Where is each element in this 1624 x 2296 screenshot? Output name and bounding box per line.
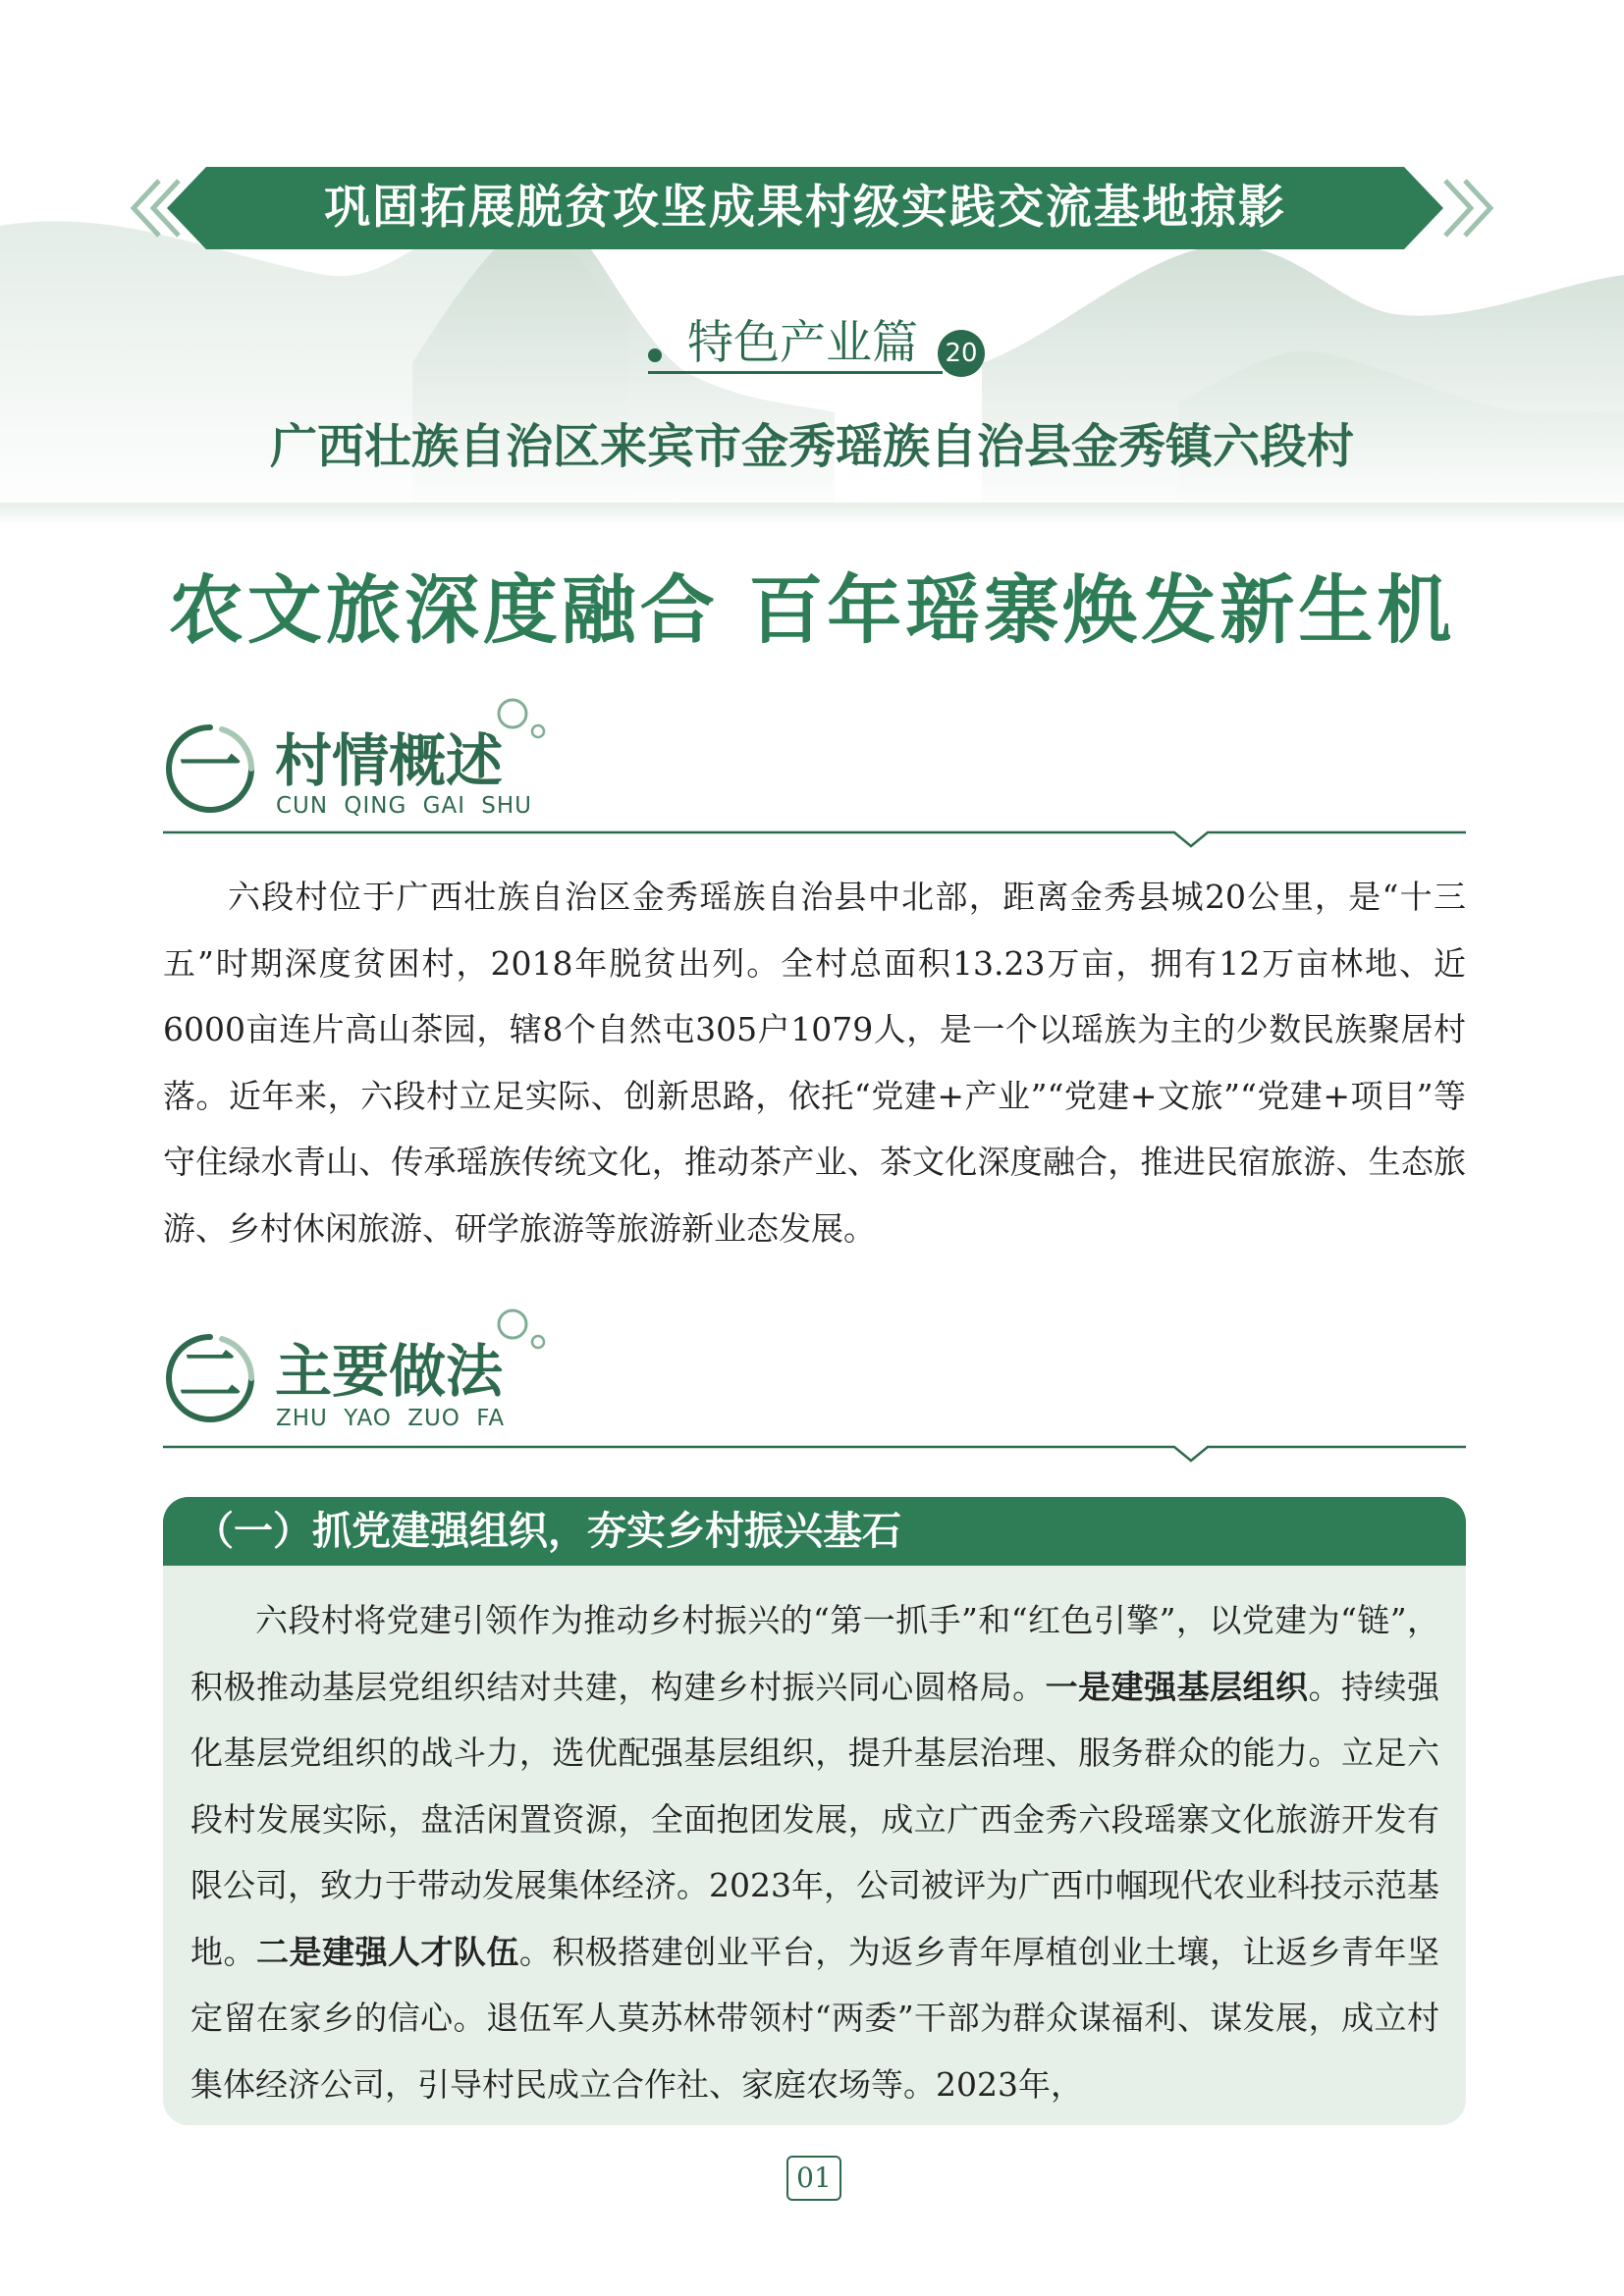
bubbles-icon [491, 692, 550, 741]
section-1-number: 一 [179, 730, 242, 803]
bubbles-icon [491, 1303, 550, 1352]
subsection-paragraph [190, 1587, 1439, 2117]
bold-keypoint-1: 一是建强基层组织 [1045, 1667, 1309, 1706]
paragraph-text: 。持续强化基层党组织的战斗力，选优配强基层组织，提升基层治理、服务群众的能力。立足六段村发展实际，盘活闲置资源，全面抱团发展，成立广西金秀六段瑶寨文化旅游开发有限公司，致力于带动发展集体经济。2023年，公司被评为广西巾帼现代农业科技示范基地。 [190, 1667, 1440, 1971]
article-title: 农文旅深度融合 百年瑶寨焕发新生机 [168, 566, 1456, 654]
section-1-paragraph: 六段村位于广西壮族自治区金秀瑶族自治县中北部，距离金秀县城20公里，是“十三五”时期深度贫困村，2018年脱贫出列。全村总面积13.23万亩，拥有12万亩林地、近6000亩连片高山茶园，辖8个自然屯305户1079人，是一个以瑶族为主的少数民族聚居村落。近年来，六段村立足实际、创新思路，依托“党建+产业”“党建+文旅”“党建+项目”等守住绿水青山、传承瑶族传统文化，推动茶产业、茶文化深度融合，推进民宿旅游、生态旅游、乡村休闲旅游、研学旅游等旅游新业态发展。 [163, 878, 1466, 1248]
page-number: 01 [786, 2156, 841, 2201]
section-1-title: 村情概述 [275, 727, 504, 794]
village-location: 广西壮族自治区来宾市金秀瑶族自治县金秀镇六段村 [269, 419, 1354, 474]
section-2-title: 主要做法 [275, 1338, 504, 1405]
section-1-pinyin: CUN QING GAI SHU [276, 793, 533, 819]
section-2-pinyin: ZHU YAO ZUO FA [276, 1406, 506, 1431]
section-2-number: 二 [179, 1340, 242, 1413]
section-2-rule [163, 1439, 1466, 1463]
paragraph-text: 六段村将党建引领作为推动乡村振兴的“第一抓手”和“红色引擎”，以党建为“链”，积极推动基层党组织结对共建，构建乡村振兴同心圆格局。 [190, 1601, 1439, 1706]
banner-title: 巩固拓展脱贫攻坚成果村级实践交流基地掠影 [324, 181, 1286, 235]
series-label: 特色产业篇 [687, 316, 918, 370]
section-1-rule [163, 825, 1466, 848]
series-number-badge: 20 [938, 330, 985, 377]
subsection-body [190, 1587, 1439, 2117]
series-dot-icon [648, 348, 662, 362]
paragraph-text: 。积极搭建创业平台，为返乡青年厚植创业土壤，让返乡青年坚定留在家乡的信心。退伍军人莫苏林带领村“两委”干部为群众谋福利、谋发展，成立村集体经济公司，引导村民成立合作社、家庭农场等。2023年， [190, 1932, 1440, 2104]
header-divider [0, 503, 1624, 526]
subsection-title: （一）抓党建强组织，夯实乡村振兴基石 [194, 1509, 901, 1554]
subsection-card [163, 1497, 1466, 2125]
bold-keypoint-2: 二是建强人才队伍 [255, 1932, 519, 1971]
